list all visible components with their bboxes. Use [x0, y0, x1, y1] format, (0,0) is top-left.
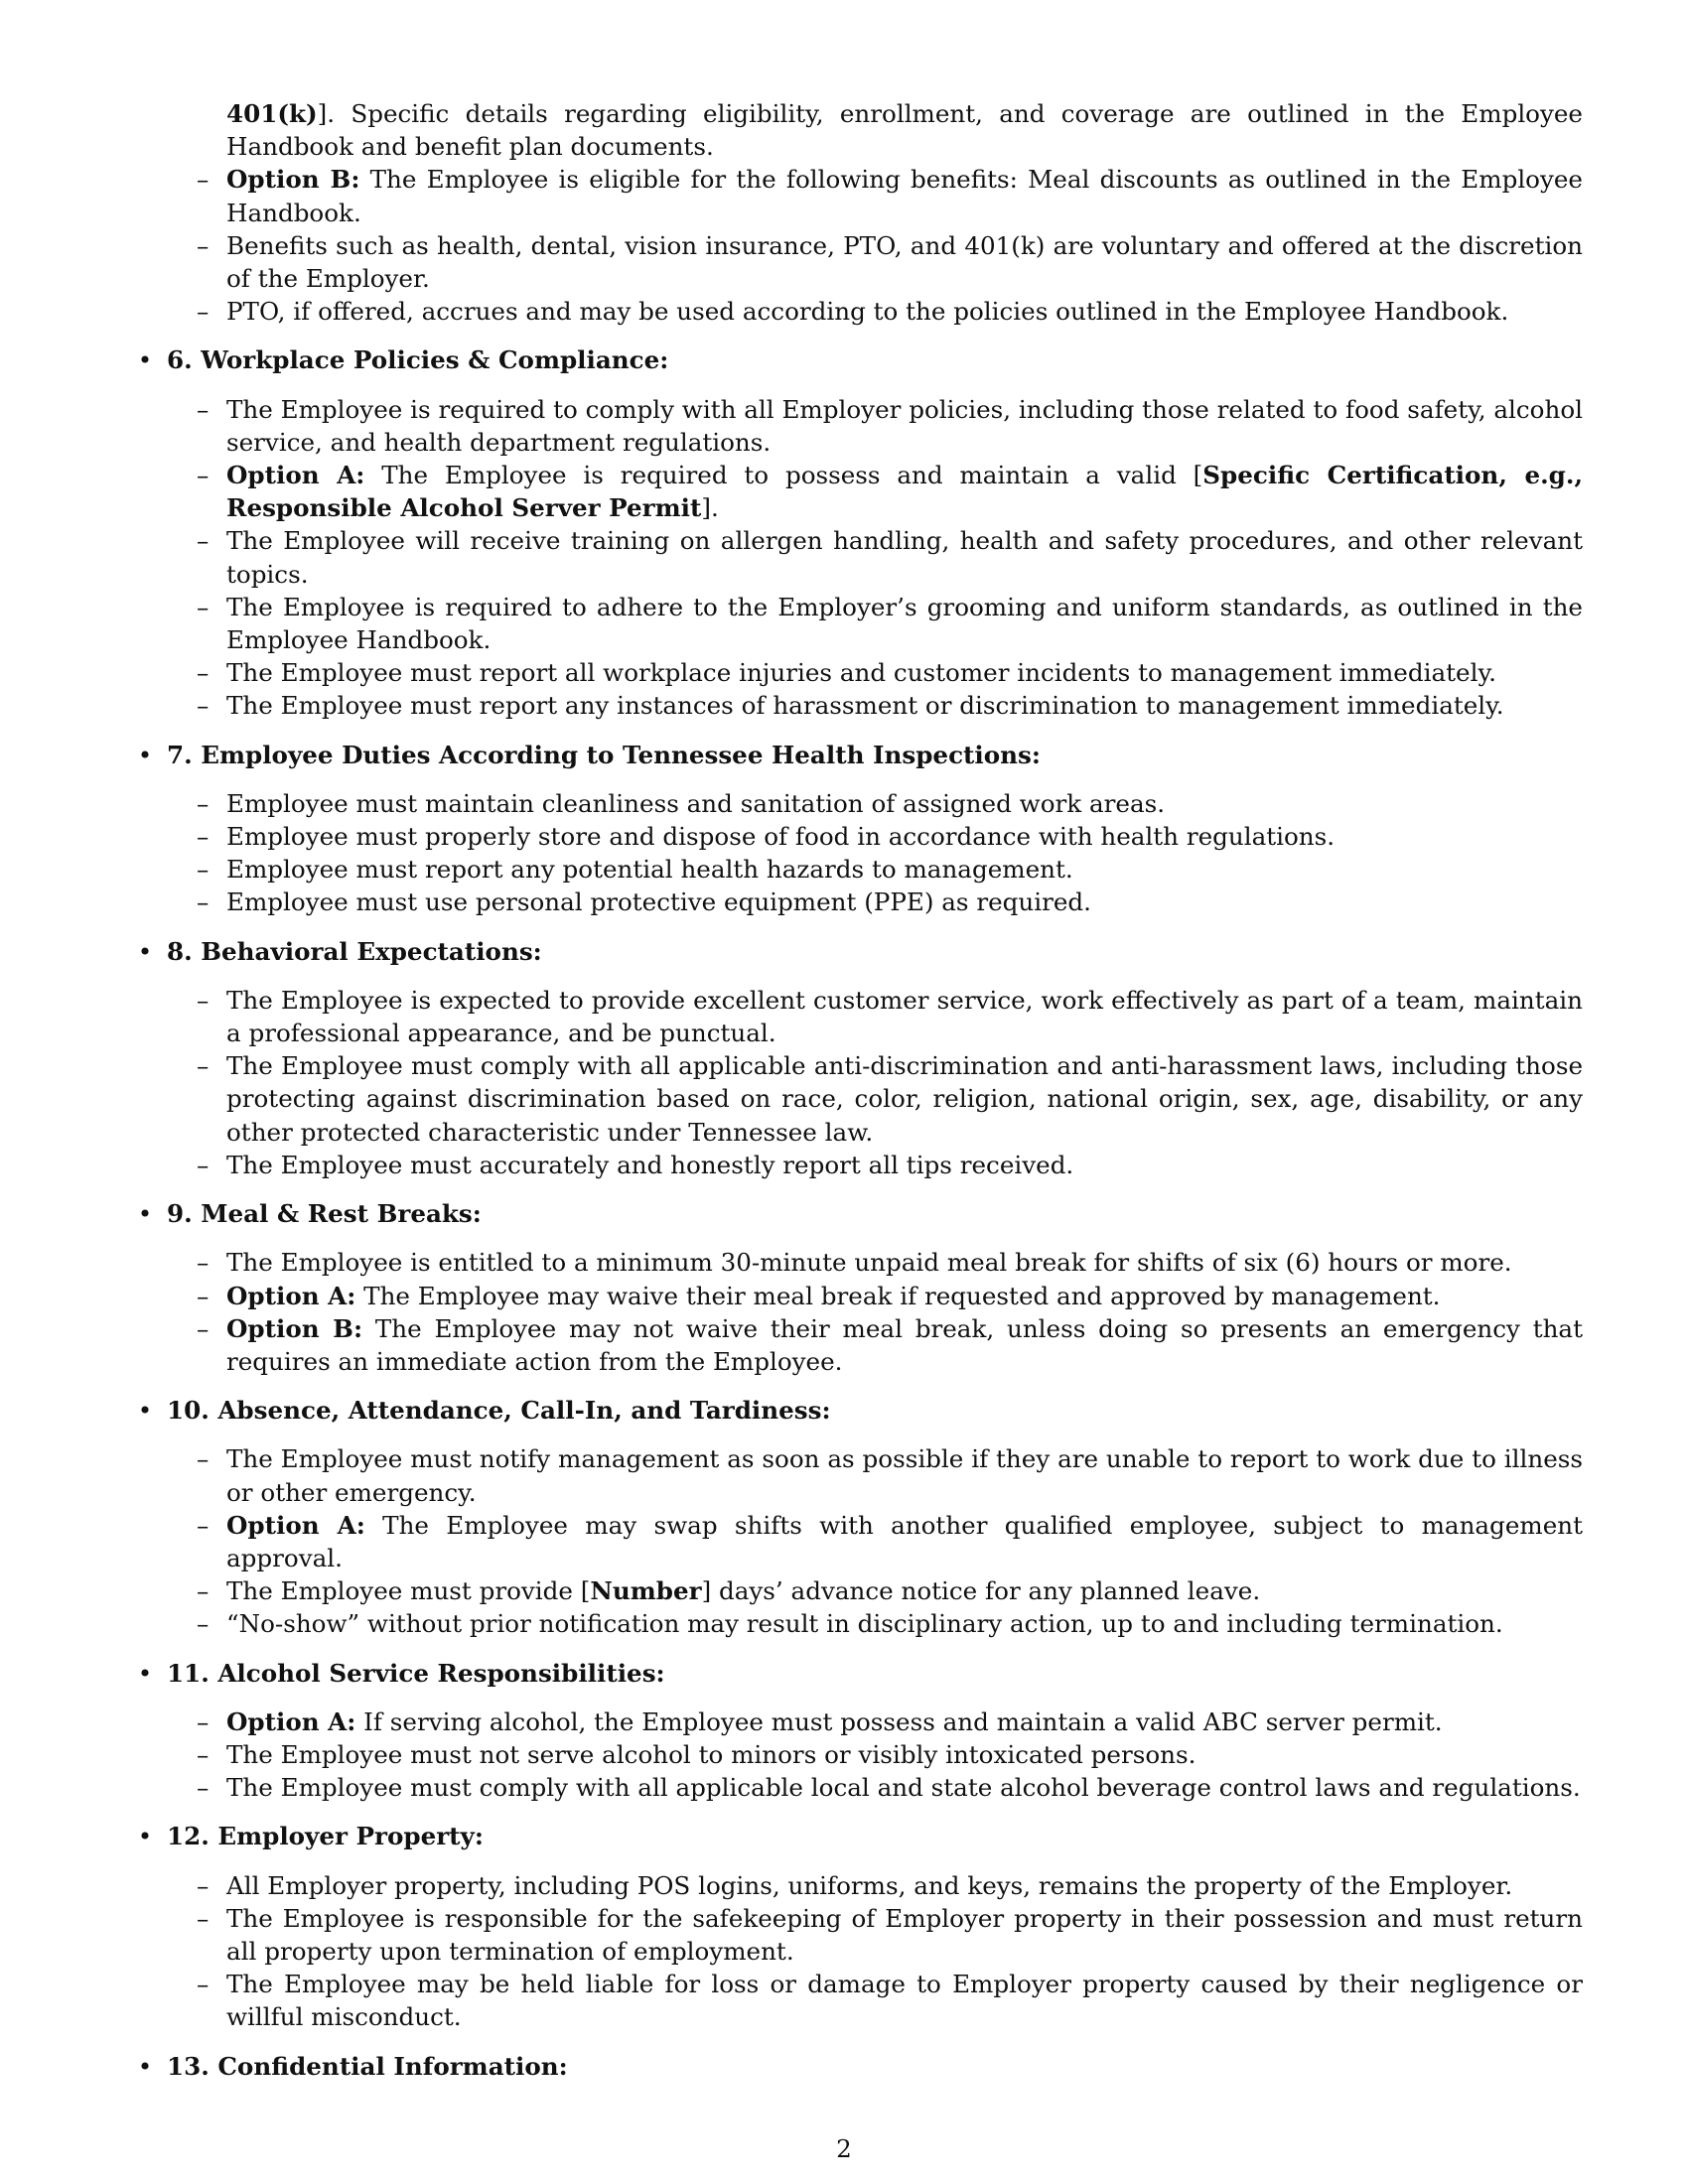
list-item [135, 820, 1583, 853]
list-item [135, 689, 1583, 722]
item-text: PTO, if offered, accrues and may be used according to the policies outlined in the Employee Handbook. [226, 297, 1509, 327]
list-item [135, 656, 1583, 689]
bullet-marker: • [137, 1658, 153, 1688]
section-list [135, 1869, 1583, 2034]
item-text: The Employee must notify management as soon as possible if they are unable to report to work due to illness or other emergency. [226, 1444, 1583, 1507]
dash-marker: – [197, 1150, 210, 1179]
option-label: Option A: [226, 1510, 365, 1540]
list-item [135, 163, 1583, 228]
section-title-text: 10. Absence, Attendance, Call-In, and Tardiness: [167, 1396, 831, 1426]
list-item [135, 1706, 1583, 1738]
list-item [135, 524, 1583, 590]
item-text: Employee must properly store and dispose of food in accordance with health regulations. [226, 822, 1336, 852]
section-list [135, 787, 1583, 919]
list-item [135, 1442, 1583, 1508]
option-label: Option B: [226, 1313, 363, 1343]
section-list [135, 1246, 1583, 1378]
item-text: Employee must maintain cleanliness and sanitation of assigned work areas. [226, 788, 1166, 818]
item-text: Employee must report any potential health hazards to management. [226, 855, 1073, 885]
item-text: The Employee may not waive their meal break, unless doing so presents an emergency that requires an immediate action from the Employee. [226, 1313, 1583, 1376]
item-tail: ]. [701, 493, 719, 523]
item-text: The Employee must report all workplace injuries and customer incidents to management immediately. [226, 658, 1496, 688]
list-item [135, 1509, 1583, 1574]
dash-marker: – [197, 1970, 210, 1999]
dash-marker: – [197, 822, 210, 852]
item-text: The Employee may swap shifts with another qualified employee, subject to management approval. [226, 1510, 1583, 1572]
dash-marker: – [197, 394, 210, 424]
sections-container [135, 343, 1583, 2082]
section-list [135, 393, 1583, 723]
document-body [135, 97, 1583, 2099]
item-text: The Employee is entitled to a minimum 30-minute unpaid meal break for shifts of six (6) hours or more. [226, 1248, 1512, 1278]
item-text: The Employee is required to possess and maintain a valid [ [364, 461, 1203, 490]
list-item [135, 295, 1583, 328]
section-title [135, 1197, 1583, 1230]
list-item [135, 1869, 1583, 1902]
option-label: Option B: [226, 165, 360, 195]
list-item [135, 1902, 1583, 1968]
list-item [135, 984, 1583, 1049]
dash-marker: – [197, 887, 210, 917]
benefits-continuation [226, 97, 1583, 163]
item-text: The Employee will receive training on allergen handling, health and safety procedures, and other relevant topics. [226, 526, 1583, 589]
dash-marker: – [197, 461, 210, 490]
dash-marker: – [197, 985, 210, 1015]
benefits-sub-list [135, 163, 1583, 328]
dash-marker: – [197, 788, 210, 818]
dash-marker: – [197, 165, 210, 195]
list-item [135, 1149, 1583, 1181]
section [135, 343, 1583, 722]
dash-marker: – [197, 1739, 210, 1769]
list-item [135, 853, 1583, 886]
bullet-marker: • [137, 1396, 153, 1426]
item-text: Employee must use personal protective equipment (PPE) as required. [226, 887, 1091, 917]
dash-marker: – [197, 1281, 210, 1310]
section-title [135, 1820, 1583, 1852]
bullet-marker: • [137, 740, 153, 769]
dash-marker: – [197, 1051, 210, 1081]
dash-marker: – [197, 1870, 210, 1900]
section [135, 2050, 1583, 2083]
item-text: The Employee must comply with all applicable local and state alcohol beverage control laws and regulations. [226, 1773, 1581, 1803]
section-title-text: 8. Behavioral Expectations: [167, 936, 542, 966]
list-item [135, 1312, 1583, 1378]
item-text: All Employer property, including POS logins, uniforms, and keys, remains the property of the Employer. [226, 1870, 1513, 1900]
list-item [135, 393, 1583, 459]
bullet-marker: • [137, 936, 153, 966]
list-item [135, 1607, 1583, 1640]
section-title-text: 13. Confidential Information: [167, 2051, 568, 2081]
section-title [135, 343, 1583, 376]
bullet-marker: • [137, 1822, 153, 1851]
section-title-text: 12. Employer Property: [167, 1822, 484, 1851]
item-text: The Employee is required to adhere to the Employer’s grooming and uniform standards, as outlined in the Employee Handbook. [226, 592, 1583, 655]
dash-marker: – [197, 1248, 210, 1278]
list-item [135, 1738, 1583, 1771]
item-tail: ] days’ advance notice for any planned leave. [701, 1576, 1261, 1606]
bullet-marker: • [137, 1199, 153, 1229]
item-text: The Employee must comply with all applicable anti-discrimination and anti-harassment laws, including those protecting against discrimination based on race, color, religion, national origin, sex, age, disability, or any other protected characteristic under Tennessee law. [226, 1051, 1583, 1147]
section-title [135, 1657, 1583, 1690]
section [135, 739, 1583, 919]
item-text: The Employee is responsible for the safekeeping of Employer property in their possession and must return all property upon termination of employment. [226, 1903, 1583, 1966]
item-text: The Employee must report any instances of harassment or discrimination to management immediately. [226, 691, 1504, 721]
section-title-text: 6. Workplace Policies & Compliance: [167, 345, 669, 375]
dash-marker: – [197, 230, 210, 260]
dash-marker: – [197, 297, 210, 327]
list-item [135, 1574, 1583, 1607]
section [135, 1657, 1583, 1805]
section-title [135, 739, 1583, 771]
item-text: The Employee is expected to provide excellent customer service, work effectively as part of a team, maintain a professional appearance, and be punctual. [226, 985, 1583, 1048]
dash-marker: – [197, 592, 210, 621]
option-label: Option A: [226, 461, 365, 490]
bullet-marker: • [137, 345, 153, 375]
item-text: “No-show” without prior notification may result in disciplinary action, up to and including termination. [226, 1609, 1503, 1639]
section-title-text: 7. Employee Duties According to Tennessee Health Inspections: [167, 740, 1041, 769]
dash-marker: – [197, 1903, 210, 1933]
section [135, 1197, 1583, 1378]
dash-marker: – [197, 1510, 210, 1540]
dash-marker: – [197, 1609, 210, 1639]
dash-marker: – [197, 1313, 210, 1343]
list-item [135, 1280, 1583, 1312]
option-label: Option A: [226, 1281, 356, 1310]
dash-marker: – [197, 658, 210, 688]
item-text: The Employee is eligible for the following benefits: Meal discounts as outlined in the Employee Handbook. [226, 165, 1583, 227]
section-title [135, 2050, 1583, 2083]
section-title [135, 935, 1583, 968]
item-text: The Employee may waive their meal break if requested and approved by management. [355, 1281, 1441, 1310]
section-list [135, 984, 1583, 1181]
item-text: The Employee is required to comply with all Employer policies, including those related to food safety, alcohol service, and health department regulations. [226, 394, 1583, 457]
item-text: The Employee must accurately and honestly report all tips received. [226, 1150, 1074, 1179]
continuation-bold: 401(k) [226, 99, 318, 128]
section-title [135, 1394, 1583, 1427]
dash-marker: – [197, 1773, 210, 1803]
dash-marker: – [197, 855, 210, 885]
list-item [135, 229, 1583, 295]
section [135, 1394, 1583, 1640]
section-title-text: 11. Alcohol Service Responsibilities: [167, 1658, 665, 1688]
dash-marker: – [197, 1576, 210, 1606]
dash-marker: – [197, 526, 210, 556]
continuation-text: ]. Specific details regarding eligibility, enrollment, and coverage are outlined in the Employee Handbook and benefit plan documents. [226, 99, 1583, 162]
section-list [135, 1706, 1583, 1805]
list-item [135, 459, 1583, 524]
list-item [135, 1049, 1583, 1149]
page-number: 2 [836, 2134, 852, 2163]
section-list [135, 1442, 1583, 1640]
list-item [135, 591, 1583, 656]
bullet-marker: • [137, 2051, 153, 2081]
section-title-text: 9. Meal & Rest Breaks: [167, 1199, 482, 1229]
dash-marker: – [197, 1444, 210, 1474]
list-item [135, 787, 1583, 820]
dash-marker: – [197, 1706, 210, 1736]
list-item [135, 1771, 1583, 1804]
list-item [135, 1246, 1583, 1279]
placeholder-bold: Specific Certification, e.g., Responsible Alcohol Server Permit [226, 461, 1584, 523]
item-text: The Employee may be held liable for loss or damage to Employer property caused by their negligence or willful misconduct. [226, 1970, 1583, 2032]
item-text: The Employee must not serve alcohol to minors or visibly intoxicated persons. [226, 1739, 1196, 1769]
dash-marker: – [197, 691, 210, 721]
item-text: Benefits such as health, dental, vision insurance, PTO, and 401(k) are voluntary and offered at the discretion of the Employer. [226, 230, 1583, 294]
item-text: If serving alcohol, the Employee must possess and maintain a valid ABC server permit. [355, 1706, 1443, 1736]
item-text: The Employee must provide [ [226, 1576, 591, 1606]
section [135, 935, 1583, 1181]
list-item [135, 886, 1583, 918]
list-item [135, 1968, 1583, 2033]
section [135, 1820, 1583, 2033]
placeholder-bold: Number [590, 1576, 702, 1606]
option-label: Option A: [226, 1706, 356, 1736]
